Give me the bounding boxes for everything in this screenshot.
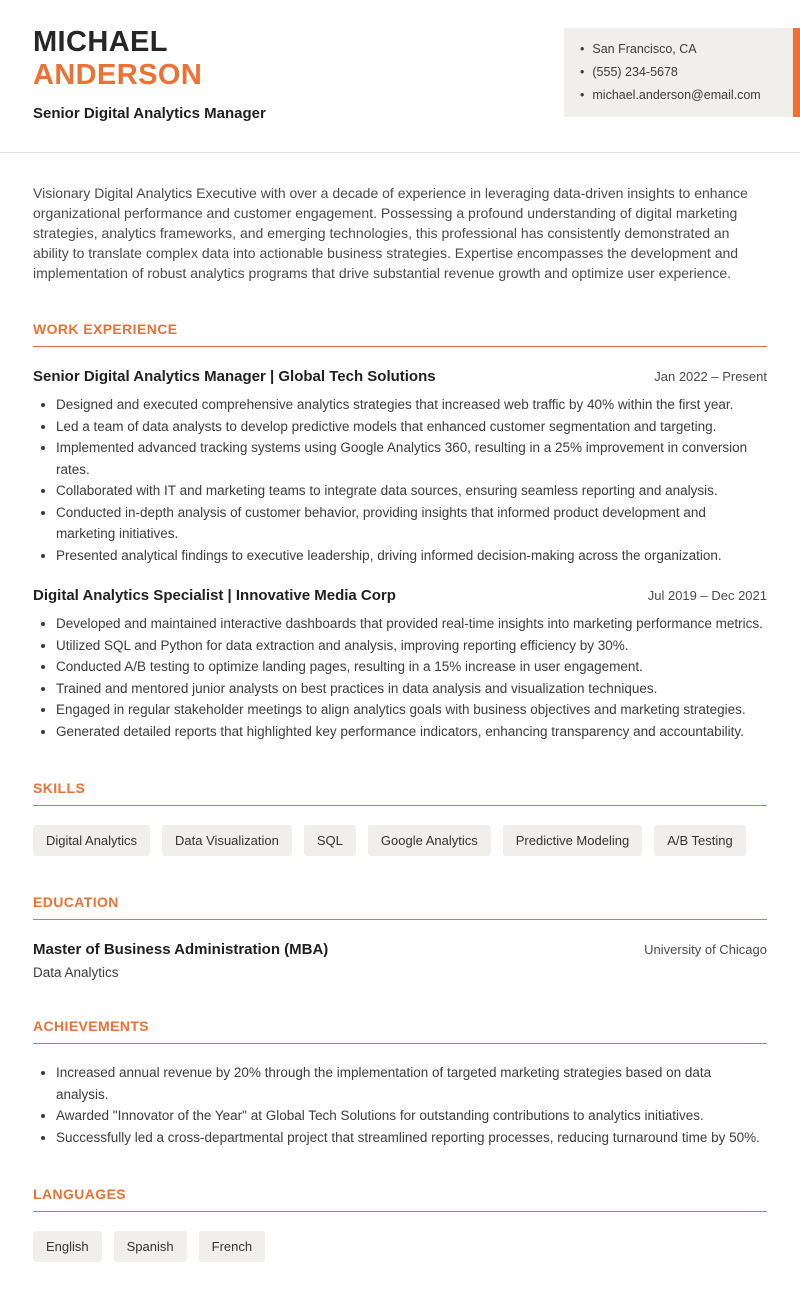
- achievement-bullet: • Successfully led a cross-departmental project that streamlined reporting processes, reducing turnaround time by 50%.: [56, 1127, 767, 1149]
- job-bullet: • Engaged in regular stakeholder meetings to align analytics goals with business objectives and marketing strategies.: [56, 699, 767, 721]
- education-school: University of Chicago: [644, 942, 767, 957]
- skill-tag: Data Visualization: [162, 825, 292, 856]
- education-heading: EDUCATION: [33, 894, 767, 920]
- job-title: Digital Analytics Specialist | Innovative Media Corp: [33, 587, 396, 604]
- candidate-first-name: MICHAEL: [33, 26, 168, 58]
- languages-tag-list: [33, 1231, 767, 1262]
- education-degree: Master of Business Administration (MBA): [33, 941, 329, 958]
- job-bullet: • Trained and mentored junior analysts on best practices in data analysis and visualization techniques.: [56, 678, 767, 700]
- skill-tag: A/B Testing: [654, 825, 746, 856]
- job-bullet: • Presented analytical findings to executive leadership, driving informed decision-making across the organization.: [56, 545, 767, 567]
- job-bullet-list: [33, 394, 767, 566]
- achievements-list: [33, 1062, 767, 1148]
- candidate-headline: Senior Digital Analytics Manager: [33, 105, 266, 122]
- achievement-bullet: • Increased annual revenue by 20% through the implementation of targeted marketing strategies based on data analysis.: [56, 1062, 767, 1105]
- job-bullet: • Designed and executed comprehensive analytics strategies that increased web traffic by 40% within the first year.: [56, 394, 767, 416]
- language-tag: Spanish: [114, 1231, 187, 1262]
- section-languages: [33, 1186, 767, 1262]
- job-header-row: [33, 368, 767, 385]
- education-header-row: [33, 941, 767, 958]
- contact-list: [580, 38, 779, 107]
- skills-heading: SKILLS: [33, 780, 767, 806]
- achievements-heading: ACHIEVEMENTS: [33, 1018, 767, 1044]
- job-bullet: • Developed and maintained interactive dashboards that provided real-time insights into marketing performance metrics.: [56, 613, 767, 635]
- contact-location: • San Francisco, CA: [580, 38, 779, 61]
- skill-tag: SQL: [304, 825, 356, 856]
- job-bullet: • Collaborated with IT and marketing teams to integrate data sources, ensuring seamless reporting and analysis.: [56, 480, 767, 502]
- contact-phone: • (555) 234-5678: [580, 61, 779, 84]
- resume-header: [0, 0, 800, 122]
- work-experience-heading: WORK EXPERIENCE: [33, 321, 767, 347]
- section-achievements: [33, 1018, 767, 1148]
- language-tag: French: [199, 1231, 265, 1262]
- languages-heading: LANGUAGES: [33, 1186, 767, 1212]
- job-bullet: • Implemented advanced tracking systems using Google Analytics 360, resulting in a 25% improvement in conversion rates.: [56, 437, 767, 480]
- skill-tag: Predictive Modeling: [503, 825, 642, 856]
- skills-tag-list: [33, 825, 767, 856]
- achievement-bullet: • Awarded "Innovator of the Year" at Global Tech Solutions for outstanding contributions to analytics initiatives.: [56, 1105, 767, 1127]
- job-dates: Jan 2022 – Present: [654, 369, 767, 384]
- job-entry: [33, 587, 767, 742]
- job-bullet: • Generated detailed reports that highlighted key performance indicators, enhancing transparency and accountability.: [56, 721, 767, 743]
- job-title: Senior Digital Analytics Manager | Global Tech Solutions: [33, 368, 436, 385]
- job-dates: Jul 2019 – Dec 2021: [647, 588, 767, 603]
- job-entry: [33, 368, 767, 566]
- header-divider: [0, 152, 800, 153]
- contact-email: • michael.anderson@email.com: [580, 84, 779, 107]
- education-field: Data Analytics: [33, 965, 119, 980]
- section-work-experience: [33, 321, 767, 742]
- contact-box: [564, 28, 800, 117]
- skill-tag: Google Analytics: [368, 825, 491, 856]
- summary-paragraph: Visionary Digital Analytics Executive with over a decade of experience in leveraging data-driven insights to enhance organizational performance and customer engagement. Possessing a profound understanding of digital marketing strategies, analytics frameworks, and emerging technologies, this professional has consistently demonstrated an ability to translate complex data into actionable business strategies. Expertise encompasses the development and implementation of robust analytics programs that drive substantial revenue growth and optimize user experience.: [33, 185, 748, 281]
- candidate-last-name: ANDERSON: [33, 59, 203, 91]
- job-header-row: [33, 587, 767, 604]
- section-education: [33, 894, 767, 980]
- language-tag: English: [33, 1231, 102, 1262]
- job-bullet: • Utilized SQL and Python for data extraction and analysis, improving reporting efficiency by 30%.: [56, 635, 767, 657]
- skill-tag: Digital Analytics: [33, 825, 150, 856]
- job-bullet: • Conducted A/B testing to optimize landing pages, resulting in a 15% increase in user engagement.: [56, 656, 767, 678]
- section-skills: [33, 780, 767, 856]
- job-bullet: • Led a team of data analysts to develop predictive models that enhanced customer segmentation and targeting.: [56, 416, 767, 438]
- job-bullet-list: [33, 613, 767, 742]
- resume-body: [0, 183, 800, 1262]
- job-bullet: • Conducted in-depth analysis of customer behavior, providing insights that informed product development and marketing initiatives.: [56, 502, 767, 545]
